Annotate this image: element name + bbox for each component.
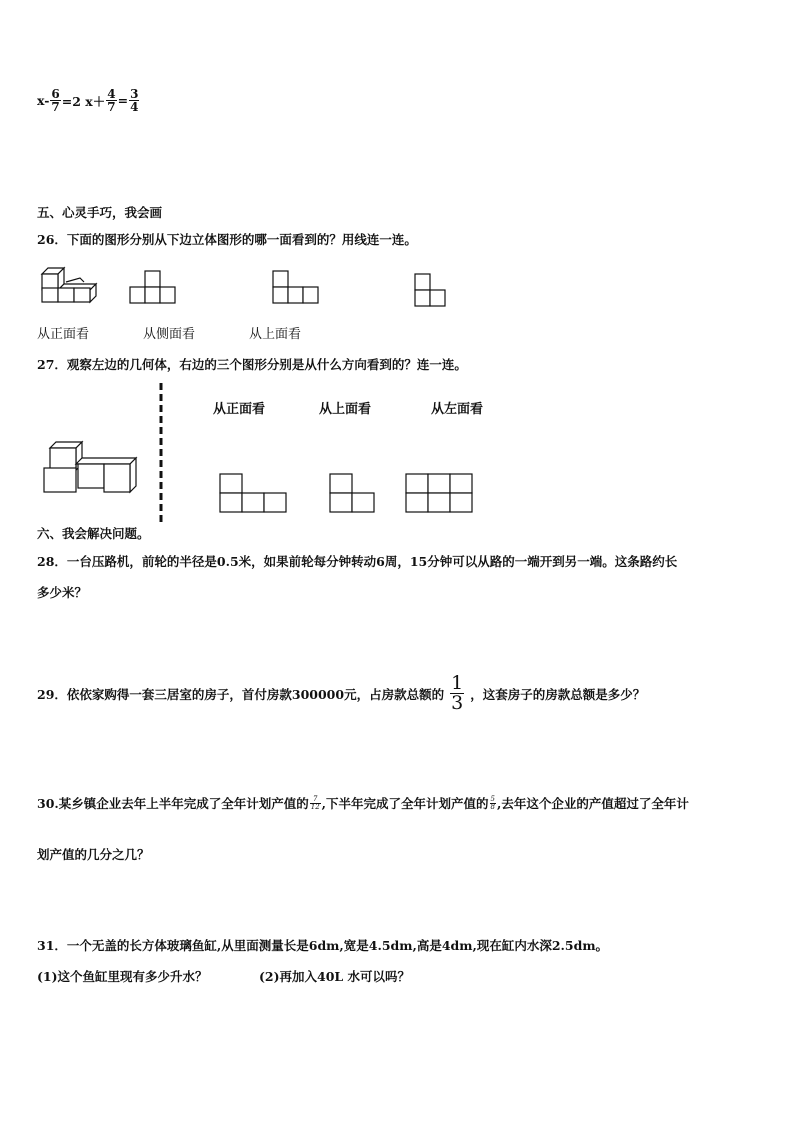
equation-middle: =2 x＋	[61, 93, 106, 109]
fraction: $\frac{4}{7}$	[107, 87, 116, 114]
question-31-sub-1: (1)这个鱼缸里现有多少升水？	[37, 969, 208, 984]
q27-solid-figure	[42, 440, 142, 496]
equation-x: x-	[37, 93, 50, 108]
section-six-title: 六、我会解决问题。	[37, 526, 150, 541]
q26-view-2	[273, 270, 319, 304]
q26-label-front: 从正面看	[37, 327, 90, 342]
question-30-part-3: ,去年这个企业的产值超过了全年计	[497, 796, 689, 811]
equation	[37, 88, 140, 113]
q26-view-1	[130, 270, 176, 304]
fraction: $\frac{3}{4}$	[130, 87, 139, 114]
question-28-line-2: 多少米？	[37, 585, 88, 600]
q27-view-top: 从上面看	[319, 402, 372, 417]
equation-equals: =	[117, 93, 129, 108]
q27-view-front: 从正面看	[213, 402, 266, 417]
fraction: $\frac{1}{3}$	[451, 672, 464, 714]
section-five-title: 五、心灵手巧，我会画	[37, 205, 163, 220]
q27-view-left: 从左面看	[431, 402, 484, 417]
fraction: $\frac{6}{7}$	[51, 87, 60, 114]
question-30-part-2: ,下半年完成了全年计划产值的	[321, 796, 489, 811]
question-29	[37, 674, 645, 713]
question-28-line-1: 28．一台压路机，前轮的半径是0.5米，如果前轮每分钟转动6周，15分钟可以从路的一端开到另一端。这条路约长	[37, 554, 678, 569]
q27-shape-1	[219, 473, 289, 513]
question-27: 27．观察左边的几何体，右边的三个图形分别是从什么方向看到的？连一连。	[37, 357, 467, 372]
question-29-text: 29．依依家购得一套三居室的房子，首付房款300000元，占房款总额的	[37, 686, 445, 702]
fraction: $\frac{5}{8}$	[490, 794, 495, 811]
q26-label-side: 从侧面看	[143, 327, 196, 342]
question-30-line-2: 划产值的几分之几？	[37, 847, 150, 862]
q27-shape-2	[329, 473, 377, 513]
question-26: 26．下面的图形分别从下边立体图形的哪一面看到的？用线连一连。	[37, 232, 417, 247]
q27-shape-3	[405, 473, 475, 513]
q26-label-top: 从上面看	[249, 327, 302, 342]
question-31-sub-2: (2)再加入40L 水可以吗？	[259, 969, 411, 984]
q27-dashed-divider	[159, 383, 163, 525]
question-30-line-1	[37, 794, 689, 812]
question-30-part-1: 30.某乡镇企业去年上半年完成了全年计划产值的	[37, 796, 309, 811]
q26-view-3	[415, 273, 447, 307]
fraction: $\frac{7}{12}$	[310, 794, 320, 811]
question-29-tail: ，这套房子的房款总额是多少？	[470, 686, 646, 702]
question-31: 31．一个无盖的长方体玻璃鱼缸,从里面测量长是6dm,宽是4.5dm,高是4dm,现在缸内水深2.5dm。	[37, 938, 609, 953]
q26-solid-figure	[40, 266, 100, 304]
